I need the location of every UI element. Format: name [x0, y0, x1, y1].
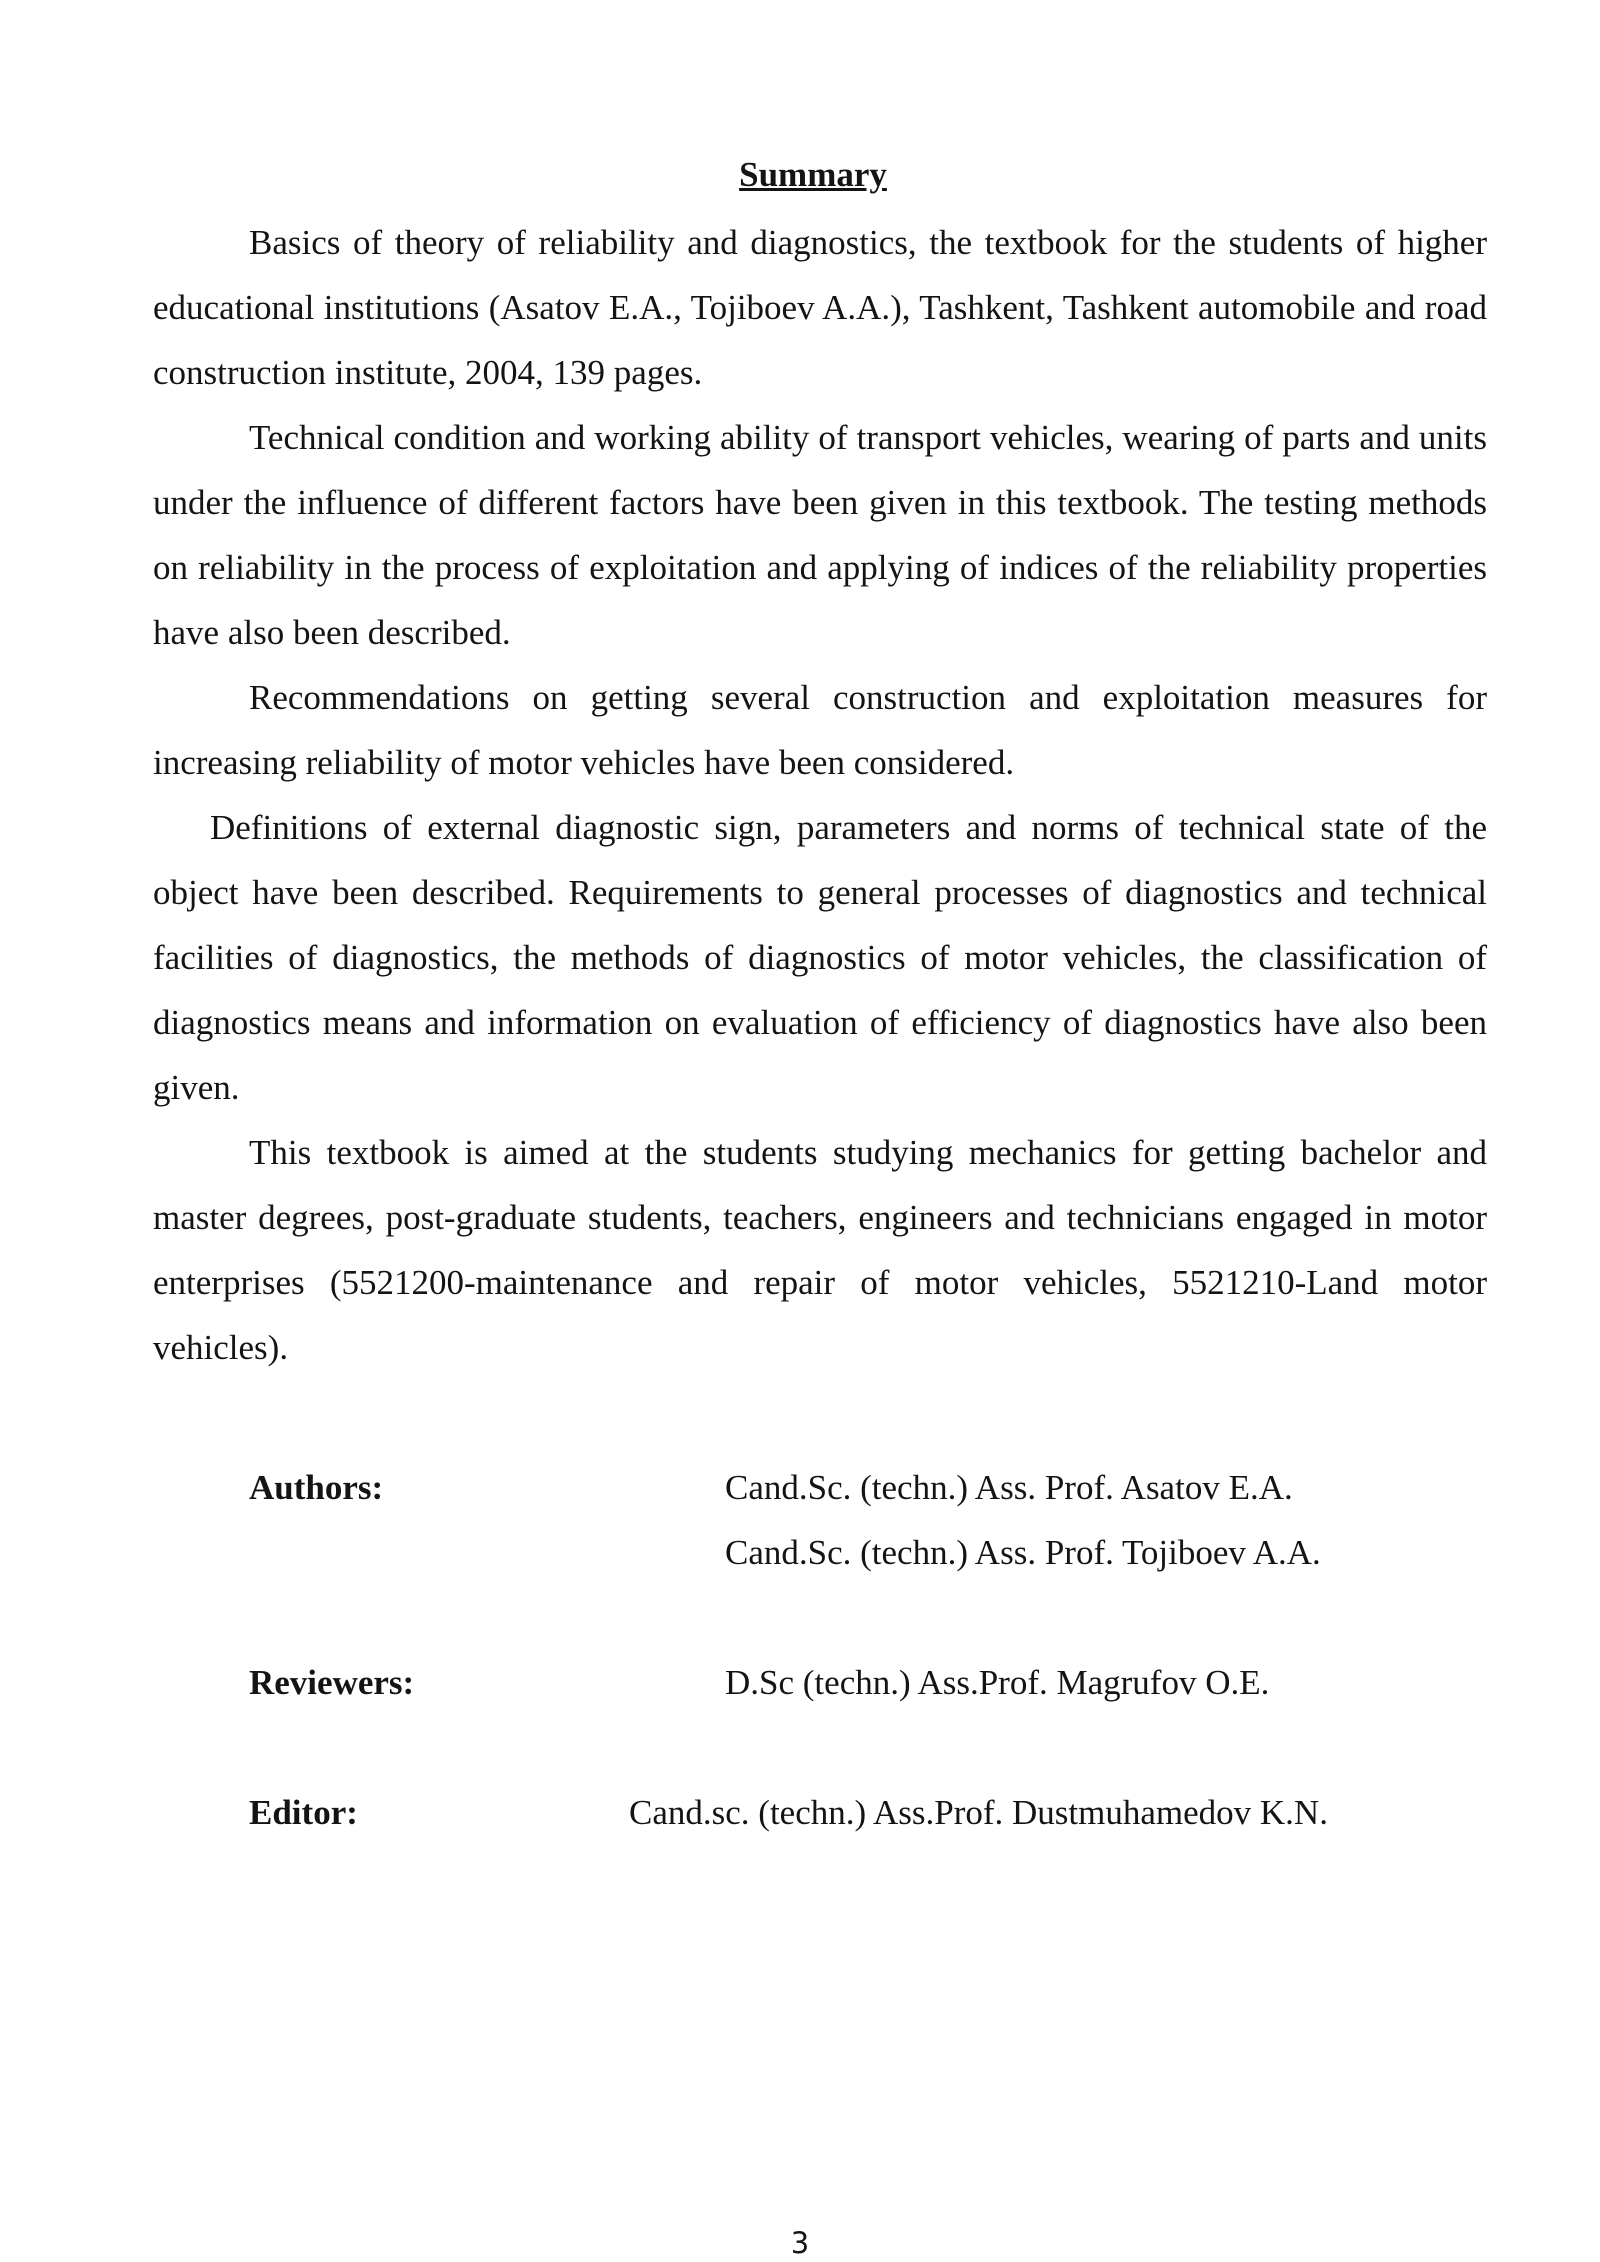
paragraph-diagnostics: Definitions of external diagnostic sign, parameters and norms of technical state of the object have been described. Requirements to general processes of diagnostics and technical facilities of diagnostics, the methods of diagnostics of motor vehicles, the classification of diagnostics means and information on evaluation of efficiency of diagnostics have also been given.	[153, 808, 1487, 1107]
authors-label: Authors:	[249, 1468, 384, 1507]
summary-heading: Summary	[739, 155, 887, 194]
paragraph-bibliographic: Basics of theory of reliability and diagnostics, the textbook for the students of higher educational institutions (Asatov E.A., Tojiboev A.A.), Tashkent, Tashkent automobile and road construction institute, 2004, 139 pages.	[153, 223, 1487, 392]
paragraph-audience: This textbook is aimed at the students studying mechanics for getting bachelor and master degrees, post-graduate students, teachers, engineers and technicians engaged in motor enterprises (5521200-maintenance and repair of motor vehicles, 5521210-Land motor vehicles).	[153, 1133, 1487, 1367]
editor-name: Cand.sc. (techn.) Ass.Prof. Dustmuhamedov K.N.	[629, 1793, 1328, 1832]
page-number: 3	[790, 2226, 810, 2260]
page-title	[0, 152, 1600, 198]
author-name: Cand.Sc. (techn.) Ass. Prof. Tojiboev A.A.	[725, 1533, 1321, 1572]
paragraph-recommendations: Recommendations on getting several construction and exploitation measures for increasing reliability of motor vehicles have been considered.	[153, 678, 1487, 782]
reviewers-label: Reviewers:	[249, 1663, 415, 1702]
summary-body	[153, 210, 1487, 1380]
editor-label: Editor:	[249, 1793, 358, 1832]
paragraph-content-overview: Technical condition and working ability of transport vehicles, wearing of parts and units under the influence of different factors have been given in this textbook. The testing methods on reliability in the process of exploitation and applying of indices of the reliability properties have also been described.	[153, 418, 1487, 652]
reviewer-name: D.Sc (techn.) Ass.Prof. Magrufov O.E.	[725, 1663, 1270, 1702]
author-name: Cand.Sc. (techn.) Ass. Prof. Asatov E.A.	[725, 1468, 1293, 1507]
